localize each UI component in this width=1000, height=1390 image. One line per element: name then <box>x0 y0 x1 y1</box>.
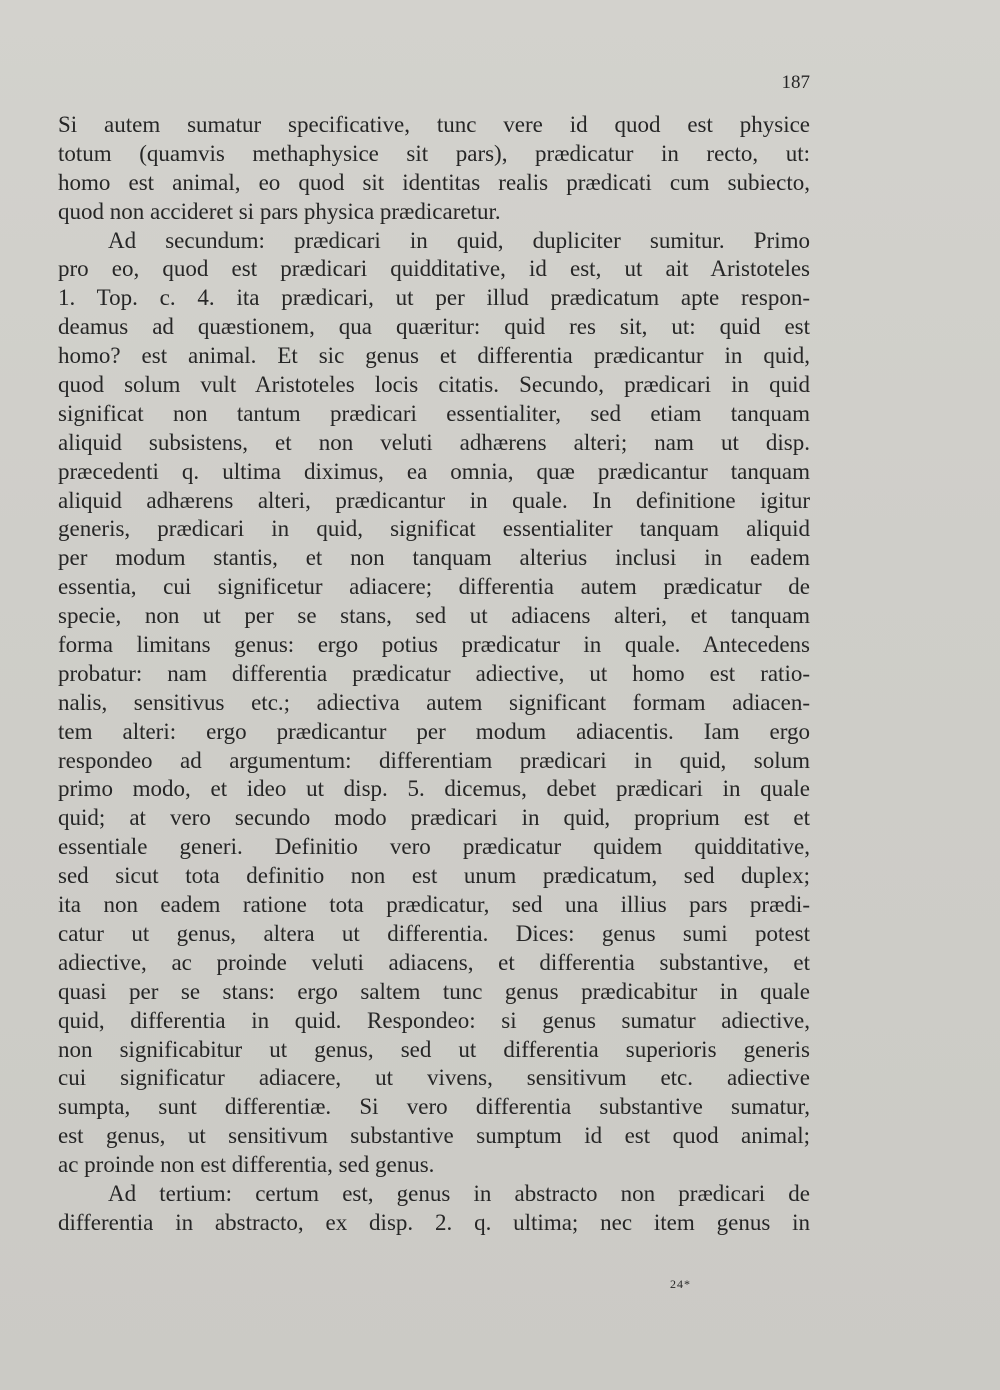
text-line: per modum stantis, et non tanquam alterius inclusi in eadem <box>58 545 810 571</box>
text-line: deamus ad quæstionem, qua quæritur: quid res sit, ut: quid est <box>58 314 810 340</box>
text-line: 1. Top. c. 4. ita prædicari, ut per illud prædicatum apte respon- <box>58 285 810 311</box>
text-line: adiective, ac proinde veluti adiacens, et differentia substantive, et <box>58 949 810 975</box>
text-line: significat non tantum prædicari essentialiter, sed etiam tanquam <box>58 400 810 426</box>
text-line: essentiale generi. Definitio vero prædicatur quidem quidditative, <box>58 834 810 860</box>
text-line: forma limitans genus: ergo potius prædicatur in quale. Antecedens <box>58 632 810 658</box>
text-line: pro eo, quod est prædicari quidditative, id est, ut ait Aristoteles <box>58 256 810 282</box>
text-line: primo modo, et ideo ut disp. 5. dicemus, debet prædicari in quale <box>58 776 810 802</box>
text-line: catur ut genus, altera ut differentia. Dices: genus sumi potest <box>58 920 810 946</box>
text-line: ac proinde non est differentia, sed genus. <box>58 1152 435 1178</box>
text-line: Si autem sumatur specificative, tunc vere id quod est physice <box>58 112 810 137</box>
text-line: quod solum vult Aristoteles locis citatis. Secundo, prædicari in quid <box>58 372 810 398</box>
text-line: quod non accideret si pars physica prædicaretur. <box>58 198 501 224</box>
text-line: cui significatur adiacere, ut vivens, sensitivum etc. adiective <box>58 1065 810 1091</box>
text-line: probatur: nam differentia prædicatur adiective, ut homo est ratio- <box>58 660 810 686</box>
text-line: quasi per se stans: ergo saltem tunc genus prædicabitur in quale <box>58 978 810 1004</box>
text-line: specie, non ut per se stans, sed ut adiacens alteri, et tanquam <box>58 603 810 629</box>
text-line: non significabitur ut genus, sed ut differentia superioris generis <box>58 1036 810 1062</box>
text-line: Ad tertium: certum est, genus in abstracto non prædicari de <box>108 1180 810 1206</box>
text-line: Ad secundum: prædicari in quid, dupliciter sumitur. Primo <box>108 227 810 253</box>
text-line: aliquid adhærens alteri, prædicantur in quale. In definitione igitur <box>58 487 810 513</box>
text-line: sed sicut tota definitio non est unum prædicatum, sed duplex; <box>58 863 810 889</box>
text-line: respondeo ad argumentum: differentiam prædicari in quid, solum <box>58 747 810 773</box>
text-line: nalis, sensitivus etc.; adiectiva autem significant formam adiacen- <box>58 689 810 715</box>
text-line: est genus, ut sensitivum substantive sumptum id est quod animal; <box>58 1123 810 1149</box>
text-line: quid, differentia in quid. Respondeo: si genus sumatur adiective, <box>58 1007 810 1033</box>
text-line: essentia, cui significetur adiacere; differentia autem prædicatur de <box>58 574 810 600</box>
text-line: totum (quamvis methaphysice sit pars), prædicatur in recto, ut: <box>58 140 810 166</box>
text-line: præcedenti q. ultima diximus, ea omnia, quæ prædicantur tanquam <box>58 458 810 484</box>
text-line: homo est animal, eo quod sit identitas realis prædicati cum subiecto, <box>58 169 810 195</box>
text-line: ita non eadem ratione tota prædicatur, sed una illius pars prædi- <box>58 892 810 918</box>
text-line: quid; at vero secundo modo prædicari in quid, proprium est et <box>58 805 810 831</box>
text-line: sumpta, sunt differentiæ. Si vero differentia substantive sumatur, <box>58 1094 810 1120</box>
text-line: tem alteri: ergo prædicantur per modum adiacentis. Iam ergo <box>58 718 810 744</box>
body-text <box>58 111 810 1238</box>
text-line: aliquid subsistens, et non veluti adhærens alteri; nam ut disp. <box>58 429 810 455</box>
text-line: homo? est animal. Et sic genus et differentia prædicantur in quid, <box>58 343 810 369</box>
text-line: generis, prædicari in quid, significat essentialiter tanquam aliquid <box>58 516 810 542</box>
signature-mark: 24* <box>670 1277 691 1291</box>
text-line: differentia in abstracto, ex disp. 2. q. ultima; nec item genus in <box>58 1209 810 1235</box>
page-number: 187 <box>781 72 810 93</box>
